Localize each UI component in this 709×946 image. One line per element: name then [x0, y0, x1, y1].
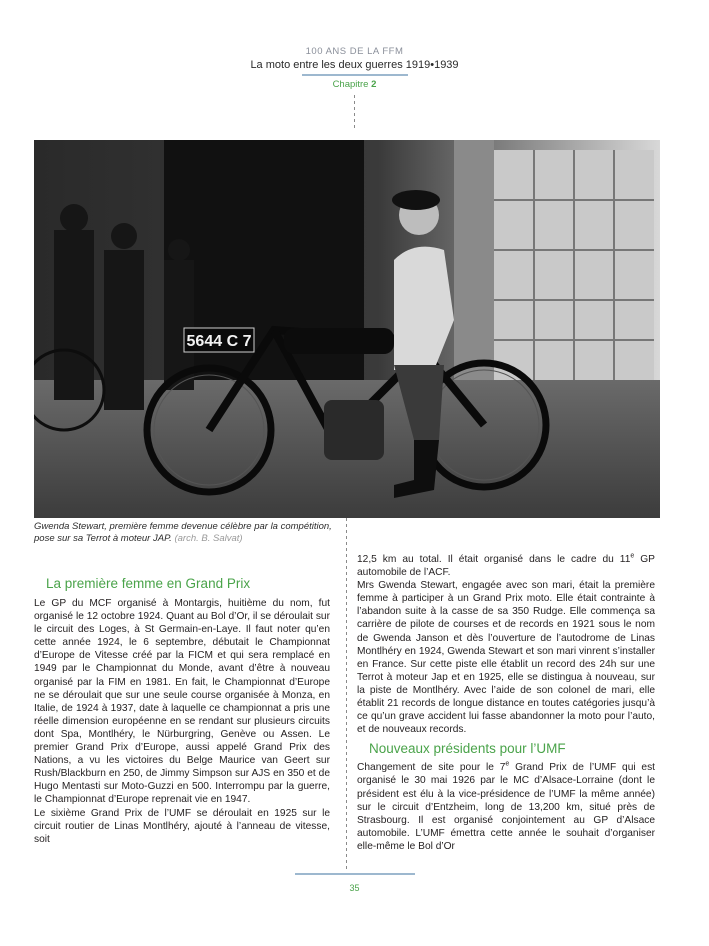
chapter-number: 2 — [371, 79, 377, 90]
series-title: 100 ANS DE LA FFM — [305, 46, 404, 57]
header-dotted-line — [354, 95, 355, 129]
right-p1-sup: e — [630, 552, 635, 560]
right-p3-start: Changement de site pour le 7 — [357, 762, 506, 774]
page-header — [0, 46, 709, 129]
section-heading-new-presidents: Nouveaux présidents pour l’UMF — [369, 741, 566, 757]
chapter-word: Chapitre — [332, 79, 369, 90]
photo-illustration — [34, 140, 660, 518]
caption-credit: (arch. B. Salvat) — [174, 532, 243, 544]
right-column — [357, 553, 655, 853]
page-footer — [0, 873, 709, 893]
photo-gwenda-stewart — [34, 140, 660, 518]
header-rule — [302, 74, 408, 76]
left-paragraph-1: Le GP du MCF organisé à Montargis, huitième du nom, fut organisé le 12 octobre 1924. Quant au Bol d’Or, il se déroulait sur le circuit des Loges, à St Germain-en-Laye. Il faut noter qu’en cette année 1924, le 6 septembre, débutait le Championnat d’Europe de Vitesse créé par la FICM et qui sera remplacé en 1949 par le Championnat du Monde, avant d’être à nouveau organisé par la FIM en 1981. En fait, le Championnat d’Europe ne se déroulait que sur une seule course organisée à Monza, en Italie, de 1924 à 1937, date à laquelle ce championnat a pris une réelle dimension européenne en se rendant sur plusieurs circuits dont Spa, Montlhéry, le Nürburgring, Genève ou Assen. Le premier Grand Prix d’Europe, aussi appelé Grand Prix des Nations, a vu les victoires du Belge Maurice van Geert sur Rush/Blackburn en 250, de Jimmy Simpson sur AJS en 350 et de Hugo Mentasti sur Moto-Guzzi en 500. Interrompu par la guerre, le Championnat d’Europe reprenait vie en 1947. — [34, 598, 330, 806]
book-subtitle: La moto entre les deux guerres 1919•1939 — [250, 59, 459, 71]
left-column — [34, 576, 330, 846]
right-p1-start: 12,5 km au total. Il était organisé dans le cadre du 11 — [357, 554, 631, 565]
photo-caption — [34, 521, 334, 544]
column-divider — [346, 518, 347, 870]
right-p1-end: GP automobile de l’ACF. — [357, 554, 655, 579]
right-p3-end: Grand Prix de l’UMF qui est organisé le 30 mai 1926 par le MC d’Alsace-Lorraine (dont le président est élu à la vice-présidence de l’UMF la même année) sur le circuit d’Entzheim, long de 13,200 km, situé près de Strasbourg. Il est organisé conjointement au GP d’Alsace automobile. L’UMF émettra cette année le souhait d’organiser elle-même le Bol d’Or — [357, 762, 655, 852]
chapter-label — [0, 79, 709, 91]
right-paragraph-2: Mrs Gwenda Stewart, engagée avec son mari, était la première femme à participer à un Grand Prix moto. Elle était contrainte à l’abandon suite à la casse de sa 350 Rudge. Elle commença sa carrière de pilote de courses et de records en 1921 sous le nom de Gwenda Janson et dès l’ouverture de l’autodrome de Linas Montlhéry en 1924, Gwenda Stewart et son mari vinrent s’installer en France. Sur cette piste elle établit un record des 24h sur une Terrot à moteur Jap et en 1925, elle se distingua à nouveau, sur la piste de Montlhéry. Avec l’aide de son colonel de mari, elle établit 21 records de longue distance en toutes catégories jusqu’à ce qu’un grave accident lui fasse abandonner la moto pour l’auto, et de nouveaux records. — [357, 580, 655, 736]
footer-rule — [295, 873, 415, 875]
number-plate-text: 5644 C 7 — [186, 333, 252, 350]
caption-text: Gwenda Stewart, première femme devenue célèbre par la compétition, pose sur sa Terrot à moteur JAP. — [34, 521, 332, 544]
right-paragraph-3 — [357, 761, 655, 853]
right-p3-sup: e — [505, 760, 510, 768]
right-paragraph-1 — [357, 553, 655, 579]
page-number: 35 — [349, 883, 360, 893]
section-heading-first-woman: La première femme en Grand Prix — [46, 576, 251, 591]
left-paragraph-2: Le sixième Grand Prix de l’UMF se déroulait en 1925 sur le circuit routier de Linas Montlhéry, ajouté à l’anneau de vitesse, soit — [34, 807, 330, 845]
